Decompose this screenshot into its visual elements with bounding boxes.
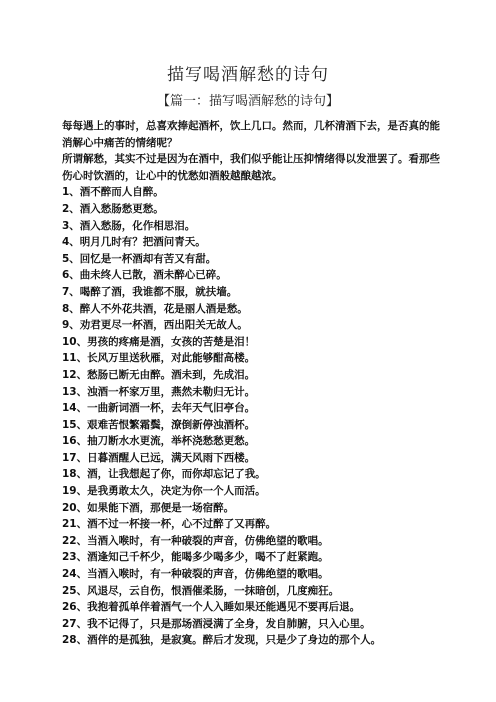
list-item: 8、醉人不外花共酒，花是丽人酒是愁。 bbox=[62, 302, 248, 315]
list-item: 24、当酒入喉时，有一种破裂的声音，仿佛绝望的歌唱。 bbox=[62, 568, 329, 581]
list-item: 14、一曲新词酒一杯，去年天气旧亭台。 bbox=[62, 402, 256, 415]
list-item: 11、长风万里送秋雁，对此能够酣高楼。 bbox=[62, 352, 256, 365]
list-item: 25、风退尽，云自伤，恨酒催柔肠，一抹暗创，几度痴狂。 bbox=[62, 584, 340, 597]
list-item: 2、酒入愁肠愁更愁。 bbox=[62, 202, 164, 215]
intro-paragraph: 每每遇上的事时，总喜欢捧起酒杯，饮上几口。然而，几杯清酒下去，是否真的能消解心中痛苦的情绪呢？ bbox=[62, 120, 440, 149]
document-body bbox=[62, 118, 442, 649]
list-item: 4、明月几时有？把酒问青天。 bbox=[62, 236, 206, 249]
list-item: 22、当酒入喉时，有一种破裂的声音，仿佛绝望的歌唱。 bbox=[62, 534, 329, 547]
list-item: 28、酒伴的是孤独，是寂寞。醉后才发现，只是少了身边的那个人。 bbox=[62, 634, 382, 647]
list-item: 3、酒入愁肠，化作相思泪。 bbox=[62, 219, 196, 232]
document-title: 描写喝酒解愁的诗句 bbox=[167, 65, 329, 85]
list-item: 21、酒不过一杯接一杯，心不过醉了又再醉。 bbox=[62, 518, 277, 531]
list-item: 26、我抱着孤单伴着酒气一个人入睡如果还能遇见不要再后退。 bbox=[62, 601, 361, 614]
list-item: 9、劝君更尽一杯酒，西出阳关无故人。 bbox=[62, 319, 248, 332]
list-item: 17、日暮酒醒人已远，满天风雨下西楼。 bbox=[62, 451, 256, 464]
list-item: 12、愁肠已断无由醉。酒未到，先成泪。 bbox=[62, 368, 256, 381]
list-item: 10、男孩的疼痛是酒，女孩的苦楚是泪！ bbox=[62, 335, 256, 348]
list-item: 27、我不记得了，只是那场酒浸满了全身，发自肺腑，只入心里。 bbox=[62, 617, 371, 630]
section-heading: 【篇一：描写喝酒解愁的诗句】 bbox=[156, 94, 339, 109]
list-item: 7、喝醉了酒，我谁都不服，就扶墙。 bbox=[62, 285, 238, 298]
list-item: 5、回忆是一杯酒却有苦又有甜。 bbox=[62, 252, 217, 265]
intro-paragraph: 所谓解愁，其实不过是因为在酒中，我们似乎能让压抑情绪得以发泄罢了。看那些伤心时饮酒的，让心中的忧愁如酒般越酿越浓。 bbox=[62, 153, 440, 182]
list-item: 20、如果能下酒，那便是一场宿醉。 bbox=[62, 501, 235, 514]
list-item: 19、是我勇敢太久，决定为你一个人而活。 bbox=[62, 485, 266, 498]
list-item: 23、酒逢知己千杯少，能喝多少喝多少，喝不了赶紧跑。 bbox=[62, 551, 329, 564]
list-item: 18、酒，让我想起了你，而你却忘记了我。 bbox=[62, 468, 266, 481]
list-item: 15、艰难苦恨繁霜鬓，潦倒新停浊酒杯。 bbox=[62, 418, 256, 431]
list-item: 6、曲未终人已散，酒未醉心已碎。 bbox=[62, 269, 227, 282]
list-item: 1、酒不醉而人自醉。 bbox=[62, 186, 164, 199]
poem-list bbox=[62, 184, 442, 649]
list-item: 13、浊酒一杯家万里，燕然未勒归无计。 bbox=[62, 385, 256, 398]
list-item: 16、抽刀断水水更流，举杯浇愁愁更愁。 bbox=[62, 435, 256, 448]
